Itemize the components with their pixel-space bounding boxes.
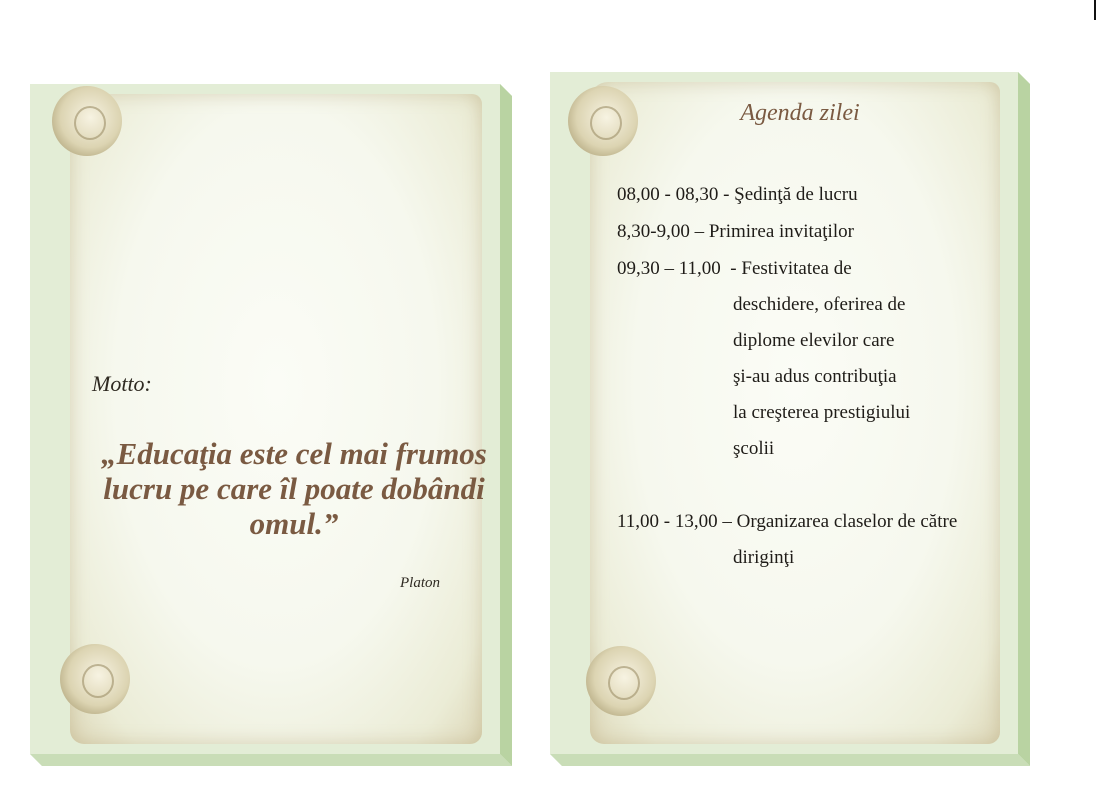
agenda-item: [617, 258, 852, 280]
agenda-item-continuation: diplome elevilor care: [733, 330, 895, 351]
agenda-item-time: 8,30-9,00: [617, 221, 690, 242]
scroll-top-roll: [52, 86, 122, 156]
agenda-item-separator: –: [689, 221, 709, 242]
scroll-bottom-roll: [586, 646, 656, 716]
agenda-item-continuation: deschidere, oferirea de: [733, 294, 906, 315]
motto-label: Motto:: [92, 371, 152, 396]
agenda-item-continuation: diriginţi: [733, 547, 795, 568]
agenda-item-continuation: şi-au adus contribuţia: [733, 366, 897, 387]
agenda-title: Agenda zilei: [740, 100, 860, 126]
quote-line-2: lucru pe care îl poate dobândi: [103, 471, 485, 506]
agenda-item: [617, 184, 858, 206]
quote-line-1: „Educaţia este cel mai frumos: [101, 436, 487, 471]
agenda-item-continuation: şcolii: [733, 438, 775, 459]
quote-author: Platon: [400, 575, 440, 591]
agenda-item: [617, 511, 957, 533]
agenda-item: [617, 221, 854, 243]
motto-quote: [84, 436, 504, 541]
agenda-item-time: 09,30 – 11,00: [617, 258, 721, 279]
agenda-item-continuation: la creşterea prestigiului: [733, 402, 911, 423]
agenda-item-time: 11,00 - 13,00: [617, 511, 718, 532]
agenda-item-text: Primirea invitaţilor: [708, 221, 854, 242]
quote-line-3: omul.”: [249, 506, 339, 541]
agenda-item-separator: -: [718, 184, 735, 205]
parchment-scroll: [70, 94, 485, 744]
agenda-item-text: Festivitatea de: [741, 258, 852, 279]
motto-scroll-panel: [30, 84, 512, 766]
scroll-top-roll: [568, 86, 638, 156]
agenda-item-text: Şedinţă de lucru: [734, 184, 858, 205]
agenda-item-time: 08,00 - 08,30: [617, 184, 719, 205]
agenda-item-separator: -: [720, 258, 742, 279]
scroll-bottom-roll: [60, 644, 130, 714]
agenda-item-separator: –: [717, 511, 737, 532]
agenda-item-text: Organizarea claselor de către: [736, 511, 958, 532]
page-edge-mark: [1094, 0, 1096, 20]
